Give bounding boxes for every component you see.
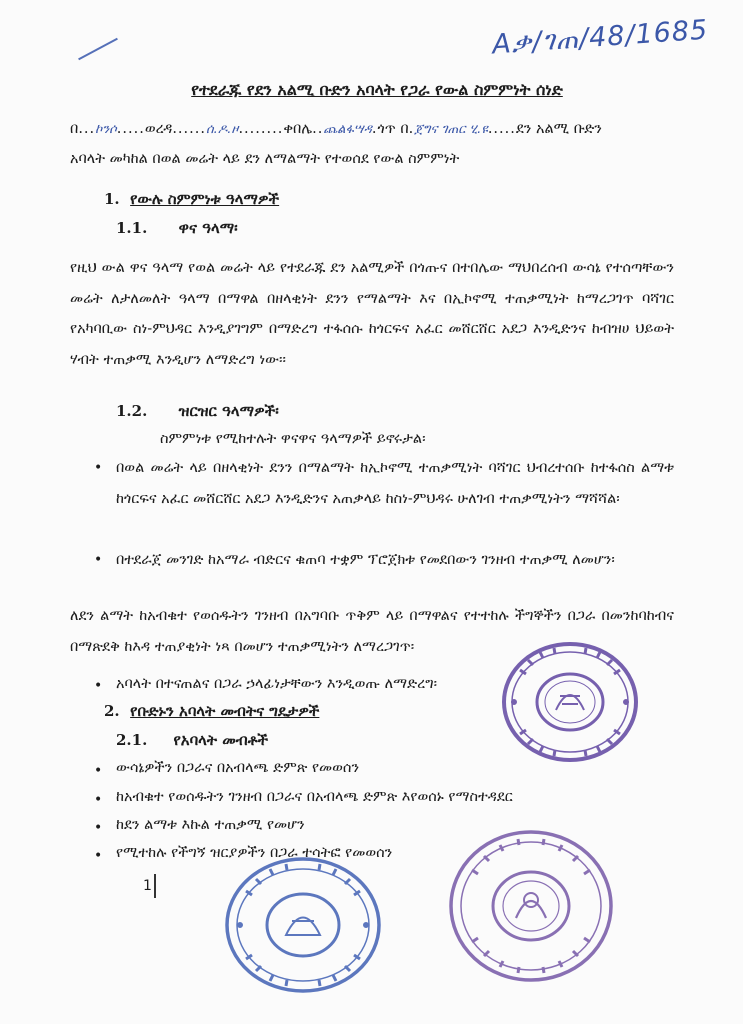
woreda-label: ወረዳ: [144, 121, 173, 137]
bullet-icon: •: [94, 763, 103, 779]
bullet-icon: •: [94, 820, 103, 836]
official-seal-purple-icon: [500, 640, 640, 764]
main-objective-paragraph: የዚህ ውል ዋና ዓላማ የወል መሬት ላይ የተደራጁ ደን አልሚዎች በጎጡና በተበሌው ማህበረሰብ ውሳኔ የተሰጣቸውን መሬት ለታለመለት ዓላማ በማዋል በዘላቂነት ደንን የማልማት እና በኢኮኖሚ ተጠቃሚነት ከማረጋገጥ ባሻገር የአካባቢው ስነ-ምህዳር እንዲያገግም በማድረግ ተፋሰሱ ከጎርፍና አፈር መሸርሸር አደጋ እንዲድንና ከብዝሀ ህይወት ሃብት ተጠቃሚ እንዲሆን ለማድረግ ነው፡፡: [70, 260, 674, 368]
bullet-icon: •: [94, 792, 103, 808]
objective-bullet-1: በወል መሬት ላይ በዘላቂነት ደንን በማልማት ከኢኮኖሚ ተጠቃሚነት ባሻገር ህብረተሰቡ ከተፋሰስ ልማቱ ከጎርፍና አፈር መሸርሸር አደጋ እንዲድንና አጠቃላይ ከስነ-ምህዳሩ ሁለገብ ተጠቃሚነትን ማሻሻል፡: [116, 460, 674, 507]
objective-bullet-2: በተደራጀ መንገድ ከአማራ ብድርና ቁጠባ ተቋም ፕሮጀክቱ የመደበውን ገንዘብ ተጠቃሚ ለመሆን፡: [116, 552, 615, 568]
section-1-heading: 1. የውሉ ስምምነቱ ዓላማዎች: [104, 190, 280, 208]
rights-bullet-2: ከአብቁተ የወሰዱትን ገንዘብ በጋራና በአብላጫ ድምጽ እየወሰኑ የማስተዳደር: [116, 789, 513, 805]
prefix-gote: ጎጥ በ: [377, 121, 409, 137]
official-seal-purple-2-icon: [446, 826, 616, 986]
section-2-1-title: የአባላት መብቶች: [173, 731, 269, 749]
woreda-handwritten: ሰ.ዶ.ዞ: [205, 122, 239, 137]
bullet-icon: •: [94, 848, 103, 864]
detailed-objectives-intro: ስምምነቱ የሚከተሉት ዋናዋና ዓላማዎች ይኖሩታል፡: [160, 431, 426, 447]
kebele-handwritten: ጨልፋሣዳ: [323, 122, 372, 137]
agreement-parties-line: በ...ኮንሶ.....ወረዳ......ሰ.ዶ.ዞ........ቀበሌ..ጨልፋሣዳ.ጎጥ በ.ጀግና ገጠር ሂ.ዩ.....ደን አልሚ ቡድን: [70, 121, 602, 137]
section-2-title: የቡድኑን አባላት መብትና ግዴታዎች: [130, 702, 320, 720]
rights-bullet-4: የሚተከሉ የችግኝ ዝርያዎችን በጋራ ተሳትፎ የመወሰን: [116, 845, 393, 861]
group-suffix: ደን አልሚ ቡድን: [515, 121, 602, 137]
prefix-in: በ: [70, 121, 79, 137]
section-1-2-title: ዝርዝር ዓላማዎች፡: [178, 402, 279, 420]
official-seal-blue-icon: [222, 855, 384, 995]
handwritten-reference-number: Aቃ/ገጠ/48/1685: [491, 14, 710, 61]
bullet-icon: •: [94, 552, 103, 568]
agreement-subject-line: አባላት መካከል በወል መሬት ላይ ደን ለማልማት የተወሰደ የውል ስምምነት: [70, 151, 460, 167]
rights-bullet-1: ውሳኔዎችን በጋራና በአብላጫ ድምጽ የመወሰን: [116, 760, 360, 776]
bullet-icon: •: [94, 678, 103, 694]
document-title: የተደራጁ የደን አልሚ ቡድን አባላት የጋራ የውል ስምምነት ሰነድ: [191, 80, 563, 99]
section-1-1-title: ዋና ዓላማ፡: [178, 219, 238, 237]
pen-stroke-mark: [78, 38, 118, 60]
rights-bullet-3: ከደን ልማቱ እኩል ተጠቃሚ የመሆን: [116, 817, 305, 833]
objective-bullet-3: አባላት በተናጠልና በጋራ ኃላፊነታቸውን እንዲወጡ ለማድረግ፡: [116, 676, 438, 692]
kebele-label: ቀበሌ: [283, 121, 313, 137]
section-2-1-heading: 2.1. የአባላት መብቶች: [116, 731, 269, 749]
bullet-icon: •: [94, 460, 103, 476]
page-number: 1: [143, 878, 152, 894]
zone-handwritten: ኮንሶ: [95, 122, 117, 137]
loan-usage-paragraph: ለደን ልማት ከአብቁተ የወሰዱትን ገንዘብ በአግባቡ ጥቅም ላይ በማዋልና የተተከሉ ችግኞችን በጋራ በመንከባከብና በማጽደቅ ከእዳ ተጠያቂነት ነጻ በመሆን ተጠቃሚነትን ለማረጋገጥ፡: [70, 608, 674, 655]
section-2-heading: 2. የቡድኑን አባላት መብትና ግዴታዎች: [104, 702, 320, 720]
section-1-2-heading: 1.2. ዝርዝር ዓላማዎች፡: [116, 402, 279, 420]
group-handwritten: ጀግና ገጠር ሂ.ዩ: [414, 122, 488, 137]
page-number-bar: [154, 874, 156, 898]
section-1-title: የውሉ ስምምነቱ ዓላማዎች: [130, 190, 280, 208]
section-1-1-heading: 1.1. ዋና ዓላማ፡: [116, 219, 238, 237]
